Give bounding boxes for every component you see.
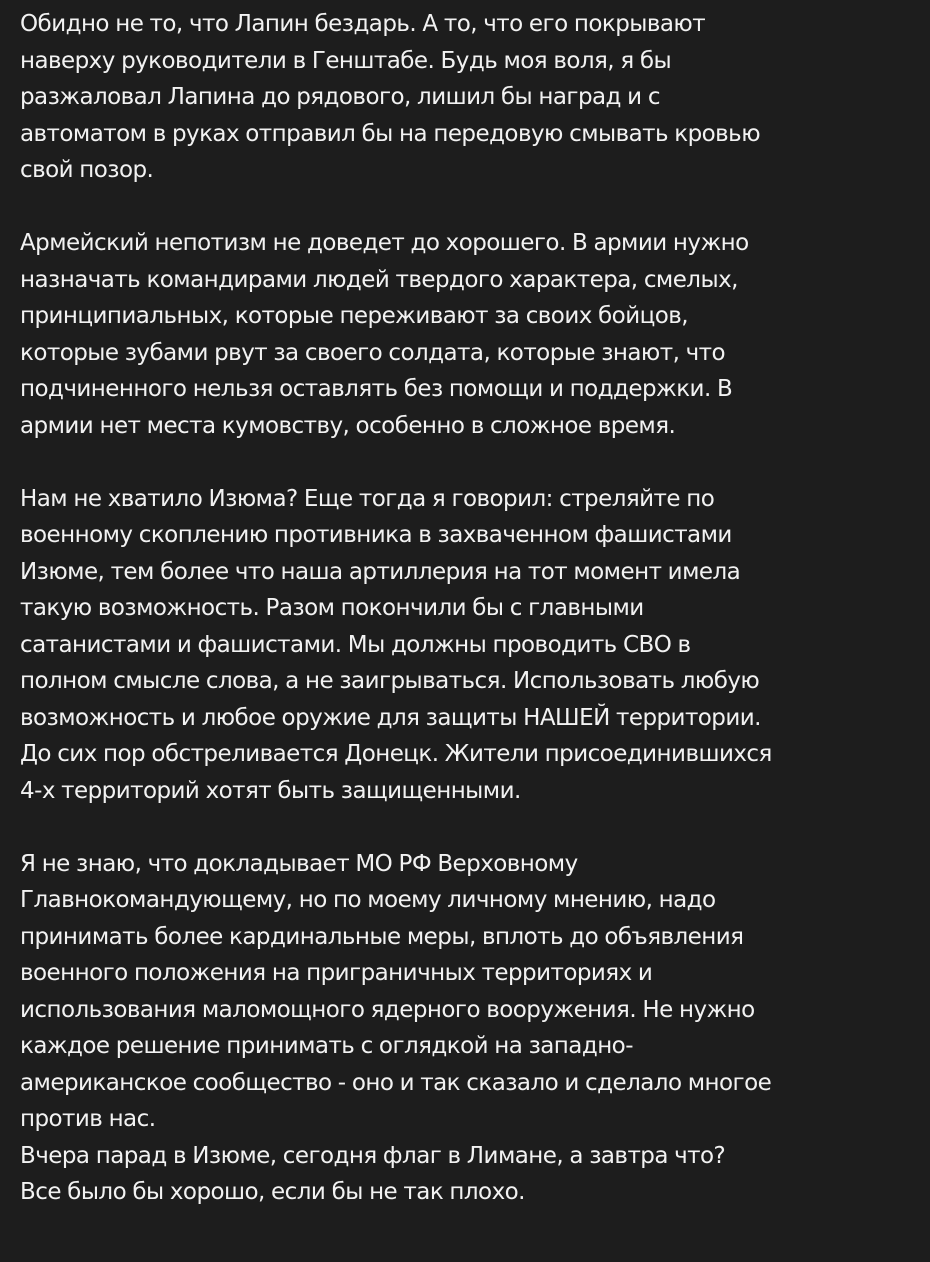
paragraph-spacer [20, 189, 920, 226]
message-paragraph-4: Я не знаю, что докладывает МО РФ Верховному Главнокомандующему, но по моему личному мнению, надо принимать более кардинальные меры, вплоть до объявления военного положения на приграничных территориях и использования маломощного ядерного вооружения. Не нужно каждое решение принимать с оглядкой на западно- американское сообщество - оно и так сказало и сделало многое против нас. Вчера парад в Изюме, сегодня флаг в Лимане, а завтра что? Все было бы хорошо, если бы не так плохо. [20, 850, 772, 1205]
paragraph-spacer [20, 809, 920, 846]
message-paragraph-1: Обидно не то, что Лапин бездарь. А то, что его покрывают наверху руководители в Генштабе. Будь моя воля, я бы разжаловал Лапина до рядового, лишил бы наград и с автоматом в руках отправил бы на передовую смывать кровью свой позор. [20, 11, 761, 183]
message-paragraph-3: Нам не хватило Изюма? Еще тогда я говорил: стреляйте по военному скоплению противника в захваченном фашистами Изюме, тем более что наша артиллерия на тот момент имела такую возможность. Разом покончили бы с главными сатанистами и фашистами. Мы должны проводить СВО в полном смысле слова, а не заигрываться. Использовать любую возможность и любое оружие для защиты НАШЕЙ территории. До сих пор обстреливается Донецк. Жители присоединившихся 4-х территорий хотят быть защищенными. [20, 485, 772, 804]
paragraph-spacer [20, 444, 920, 481]
message-paragraph-2: Армейский непотизм не доведет до хорошего. В армии нужно назначать командирами людей твердого характера, смелых, принципиальных, которые переживают за своих бойцов, которые зубами рвут за своего солдата, которые знают, что подчиненного нельзя оставлять без помощи и поддержки. В армии нет места кумовству, особенно в сложное время. [20, 230, 749, 439]
message-text [20, 6, 920, 1211]
